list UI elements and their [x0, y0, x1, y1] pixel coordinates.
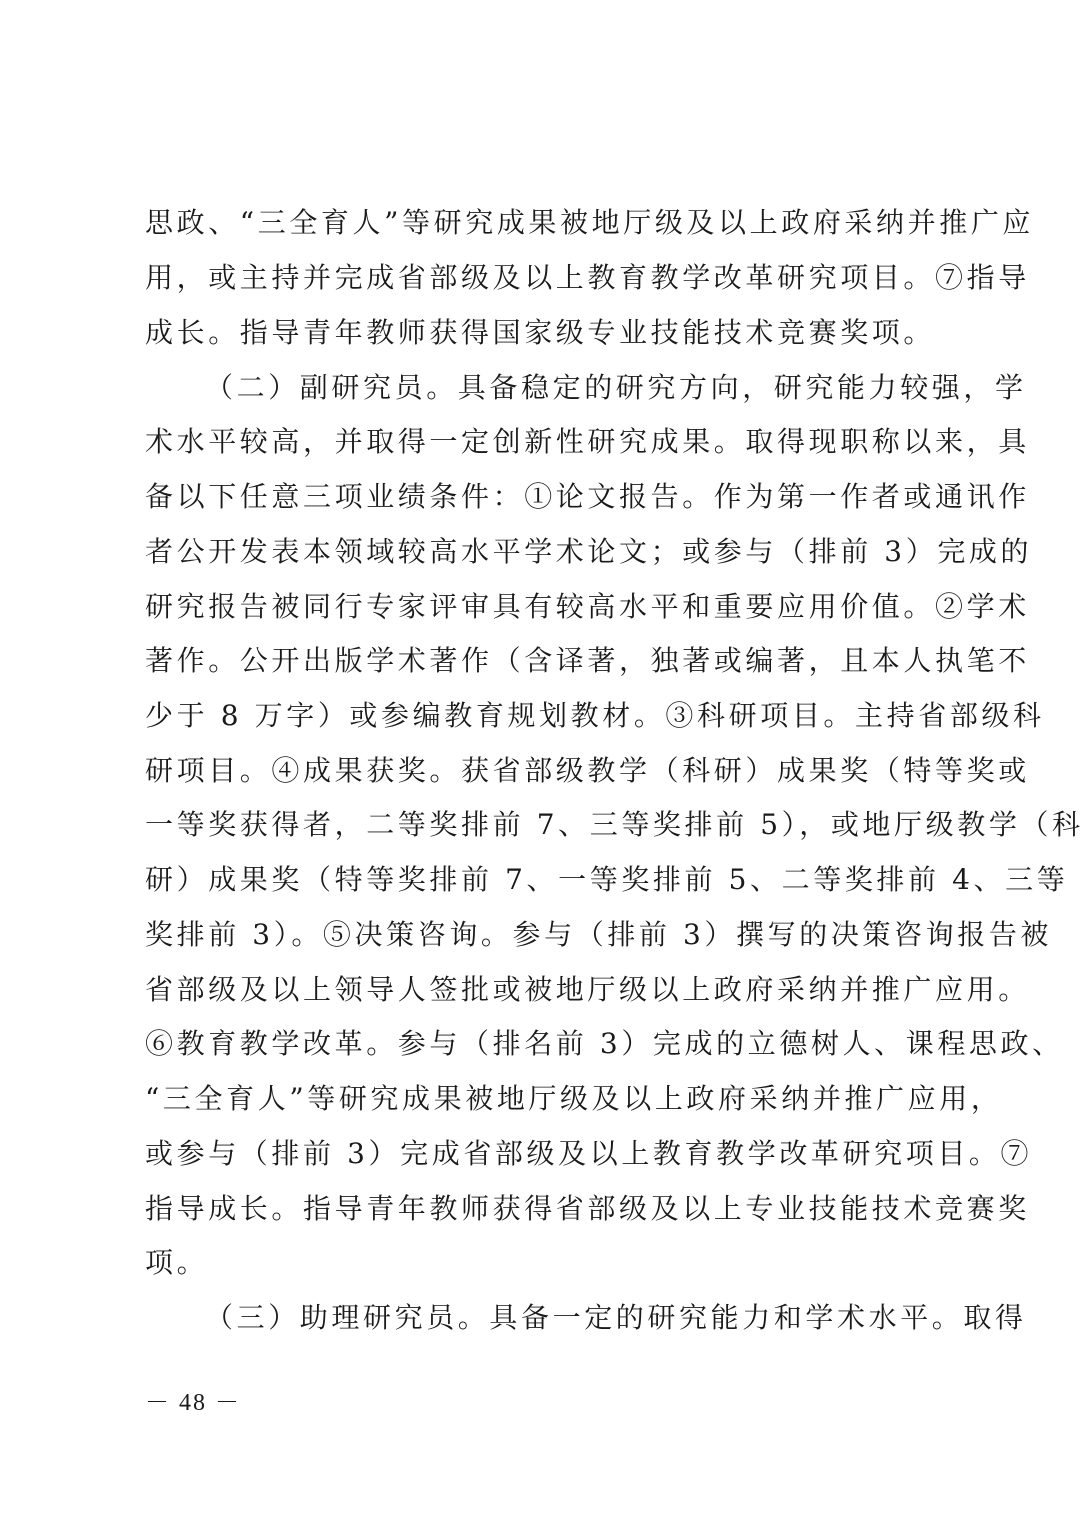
text-line-3: 成长。指导青年教师获得国家级专业技能技术竞赛奖项。 — [145, 316, 936, 349]
text-line-13: 研）成果奖（特等奖排前 7、一等奖排前 5、二等奖排前 4、三等 — [145, 863, 1069, 896]
text-line-4: （二）副研究员。具备稳定的研究方向，研究能力较强，学 — [205, 371, 1027, 404]
text-line-17: “三全育人”等研究成果被地厅级及以上政府采纳并推广应用， — [145, 1082, 1003, 1115]
text-line-6: 备以下任意三项业绩条件：①论文报告。作为第一作者或通讯作 — [145, 480, 1030, 513]
text-line-12: 一等奖获得者，二等奖排前 7、三等奖排前 5），或地厅级教学（科 — [145, 808, 1084, 841]
text-line-8: 研究报告被同行专家评审具有较高水平和重要应用价值。②学术 — [145, 590, 1030, 623]
text-line-10: 少于 8 万字）或参编教育规划教材。③科研项目。主持省部级科 — [145, 699, 1045, 732]
text-line-19: 指导成长。指导青年教师获得省部级及以上专业技能技术竞赛奖 — [145, 1192, 1030, 1225]
text-line-1: 思政、“三全育人”等研究成果被地厅级及以上政府采纳并推广应 — [145, 206, 1035, 239]
text-line-20: 项。 — [145, 1246, 209, 1279]
text-line-14: 奖排前 3）。⑤决策咨询。参与（排前 3）撰写的决策咨询报告被 — [145, 918, 1053, 951]
text-line-2: 用，或主持并完成省部级及以上教育教学改革研究项目。⑦指导 — [145, 261, 1030, 294]
text-line-18: 或参与（排前 3）完成省部级及以上教育教学改革研究项目。⑦ — [145, 1137, 1033, 1170]
text-line-9: 著作。公开出版学术著作（含译著，独著或编著，且本人执笔不 — [145, 644, 1030, 677]
text-line-5: 术水平较高，并取得一定创新性研究成果。取得现职称以来，具 — [145, 425, 1030, 458]
page-number: － 48 － — [145, 1390, 241, 1416]
text-line-7: 者公开发表本领域较高水平学术论文；或参与（排前 3）完成的 — [145, 535, 1033, 568]
text-line-21: （三）助理研究员。具备一定的研究能力和学术水平。取得 — [205, 1301, 1027, 1334]
text-line-16: ⑥教育教学改革。参与（排名前 3）完成的立德树人、课程思政、 — [145, 1027, 1064, 1060]
text-line-15: 省部级及以上领导人签批或被地厅级以上政府采纳并推广应用。 — [145, 973, 1030, 1006]
text-line-11: 研项目。④成果获奖。获省部级教学（科研）成果奖（特等奖或 — [145, 754, 1030, 787]
